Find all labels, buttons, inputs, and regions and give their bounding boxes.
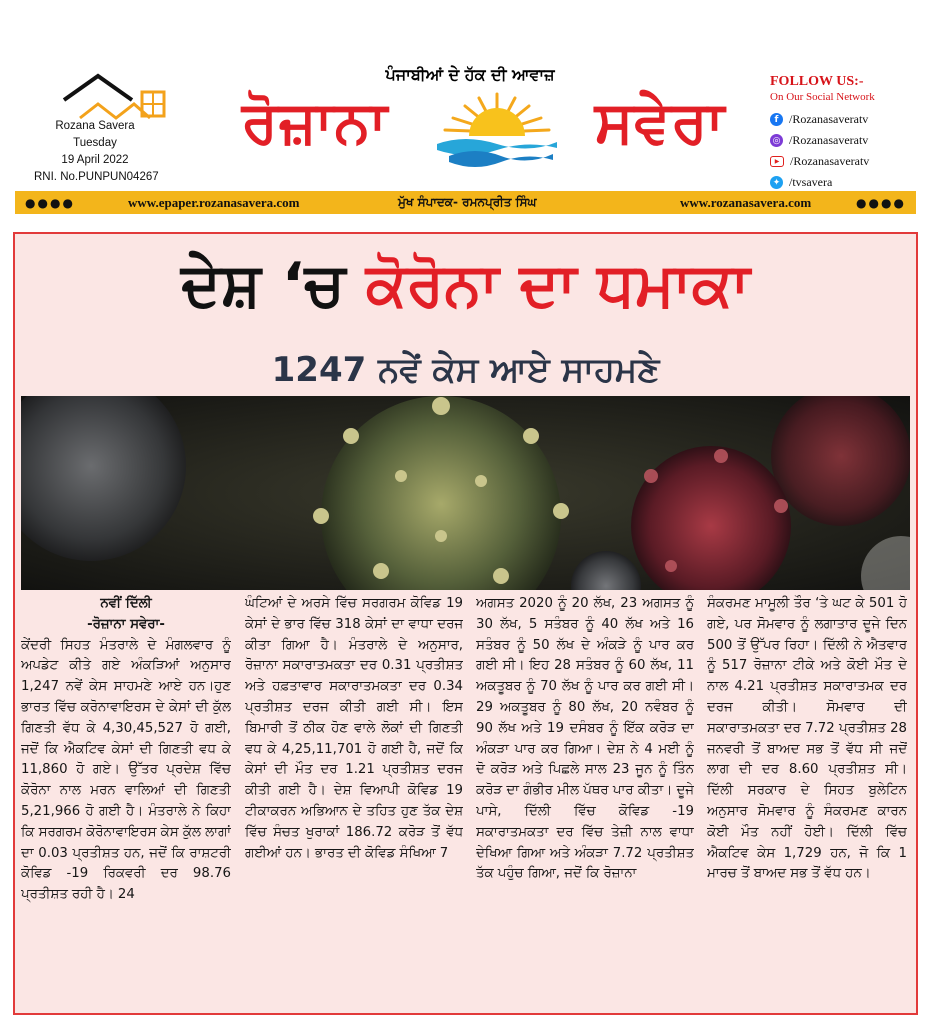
coronavirus-image: [21, 396, 910, 590]
info-bar: [15, 191, 916, 214]
sun-logo-icon: [435, 88, 560, 168]
article-column-1: [21, 594, 231, 1012]
column-2-text: ਘੰਟਿਆਂ ਦੇ ਅਰਸੇ ਵਿੱਚ ਸਰਗਰਮ ਕੋਵਿਡ 19 ਕੇਸਾਂ ਦੇ ਭਾਰ ਵਿੱਚ 318 ਕੇਸਾਂ ਦਾ ਵਾਧਾ ਦਰਜ ਕੀਤਾ ਗਿਆ ਹੈ। ਮੰਤਰਾਲੇ ਦੇ ਅਨੁਸਾਰ, ਰੋਜ਼ਾਨਾ ਸਕਾਰਾਤਮਕਤਾ ਦਰ 0.31 ਪ੍ਰਤੀਸ਼ਤ ਅਤੇ ਹਫ਼ਤਾਵਾਰ ਸਕਾਰਾਤਮਕਤਾ ਦਰ 0.34 ਪ੍ਰਤੀਸ਼ਤ ਦਰਜ ਕੀਤੀ ਗਈ ਸੀ। ਇਸ ਬਿਮਾਰੀ ਤੋਂ ਠੀਕ ਹੋਣ ਵਾਲੇ ਲੋਕਾਂ ਦੀ ਗਿਣਤੀ ਵਧ ਕੇ 4,25,11,701 ਹੋ ਗਈ ਹੈ, ਜਦੋਂ ਕਿ ਕੇਸਾਂ ਦੀ ਮੌਤ ਦਰ 1.21 ਪ੍ਰਤੀਸ਼ਤ ਦਰਜ ਕੀਤੀ ਗਈ ਹੈ। ਦੇਸ਼ ਵਿਆਪੀ ਕੋਵਿਡ 19 ਟੀਕਾਕਰਨ ਅਭਿਆਨ ਦੇ ਤਹਿਤ ਹੁਣ ਤੱਕ ਦੇਸ਼ ਵਿੱਚ ਸੰਚਤ ਖੁਰਾਕਾਂ 186.72 ਕਰੋੜ ਤੋਂ ਵੱਧ ਗਈਆਂ ਹਨ। ਭਾਰਤ ਦੀ ਕੋਵਿਡ ਸੰਖਿਆ 7: [245, 596, 463, 861]
social-instagram[interactable]: [770, 130, 920, 151]
headline-part-black: ਦੇਸ਼ ‘ਚ: [181, 250, 345, 320]
headline-part-red: ਕੋਰੋਨਾ ਦਾ ਧਮਾਕਾ: [365, 250, 750, 320]
masthead: [0, 0, 930, 190]
article-column-3: [476, 594, 694, 1012]
subheadline: 1247 ਨਵੇਂ ਕੇਸ ਆਏ ਸਾਹਮਣੇ: [271, 350, 660, 390]
column-1-text: ਕੇਂਦਰੀ ਸਿਹਤ ਮੰਤਰਾਲੇ ਦੇ ਮੰਗਲਵਾਰ ਨੂੰ ਅਪਡੇਟ ਕੀਤੇ ਗਏ ਅੰਕੜਿਆਂ ਅਨੁਸਾਰ 1,247 ਨਵੇਂ ਕੇਸ ਸਾਹਮਣੇ ਆਏ ਹਨ।ਹੁਣ ਭਾਰਤ ਵਿੱਚ ਕਰੋਨਾਵਾਇਰਸ ਦੇ ਕੇਸਾਂ ਦੀ ਕੁੱਲ ਗਿਣਤੀ ਵੱਧ ਕੇ 4,30,45,527 ਹੋ ਗਈ, ਜਦੋਂ ਕਿ ਐਕਟਿਵ ਕੇਸਾਂ ਦੀ ਗਿਣਤੀ ਵਧ ਕੇ 11,860 ਹੋ ਗਏ। ਉੱਤਰ ਪ੍ਰਦੇਸ਼ ਵਿੱਚ ਕੋਰੋਨਾ ਨਾਲ ਮਰਨ ਵਾਲਿਆਂ ਦੀ ਗਿਣਤੀ 5,21,966 ਹੋ ਗਈ ਹੈ। ਮੰਤਰਾਲੇ ਨੇ ਕਿਹਾ ਕਿ ਸਰਗਰਮ ਕੋਰੋਨਾਵਾਇਰਸ ਕੇਸ ਕੁੱਲ ਲਾਗਾਂ ਦਾ 0.03 ਪ੍ਰਤੀਸ਼ਤ ਹਨ, ਜਦੋਂ ਕਿ ਰਾਸ਼ਟਰੀ ਕੋਵਿਡ -19 ਰਿਕਵਰੀ ਦਰ 98.76 ਪ੍ਰਤੀਸ਼ਤ ਰਹੀ ਹੈ। 24: [21, 637, 231, 903]
house-logo-icon: [60, 70, 170, 122]
website-link[interactable]: www.rozanasavera.com: [680, 194, 812, 210]
column-3-text: ਅਗਸਤ 2020 ਨੂੰ 20 ਲੱਖ, 23 ਅਗਸਤ ਨੂੰ 30 ਲੱਖ, 5 ਸਤੰਬਰ ਨੂੰ 40 ਲੱਖ ਅਤੇ 16 ਸਤੰਬਰ ਨੂੰ 50 ਲੱਖ ਦੇ ਅੰਕੜੇ ਨੂੰ ਪਾਰ ਕਰ ਗਈ ਸੀ। ਇਹ 28 ਸਤੰਬਰ ਨੂੰ 60 ਲੱਖ, 11 ਅਕਤੂਬਰ ਨੂੰ 70 ਲੱਖ ਨੂੰ ਪਾਰ ਕਰ ਗਈ ਸੀ। 29 ਅਕਤੂਬਰ ਨੂੰ 80 ਲੱਖ, 20 ਨਵੰਬਰ ਨੂੰ 90 ਲੱਖ ਅਤੇ 19 ਦਸੰਬਰ ਨੂੰ ਇੱਕ ਕਰੋੜ ਦਾ ਅੰਕੜਾ ਪਾਰ ਕਰ ਗਿਆ। ਦੇਸ਼ ਨੇ 4 ਮਈ ਨੂੰ ਦੋ ਕਰੋੜ ਅਤੇ ਪਿਛਲੇ ਸਾਲ 23 ਜੂਨ ਨੂੰ ਤਿੰਨ ਕਰੋੜ ਦਾ ਗੰਭੀਰ ਮੀਲ ਪੱਥਰ ਪਾਰ ਕੀਤਾ। ਦੂਜੇ ਪਾਸੇ, ਦਿੱਲੀ ਵਿੱਚ ਕੋਵਿਡ -19 ਸਕਾਰਾਤਮਕਤਾ ਦਰ ਵਿੱਚ ਤੇਜ਼ੀ ਨਾਲ ਵਾਧਾ ਦੇਖਿਆ ਗਿਆ ਅਤੇ ਅੰਕੜਾ 7.72 ਪ੍ਰਤੀਸ਼ਤ ਤੱਕ ਪਹੁੰਚ ਗਿਆ, ਜਦੋਂ ਕਿ ਰੋਜ਼ਾਨਾ: [476, 596, 694, 882]
social-youtube[interactable]: [770, 151, 920, 172]
news-article: [13, 232, 918, 1015]
slogan: ਪੰਜਾਬੀਆਂ ਦੇ ਹੱਕ ਦੀ ਆਵਾਜ਼: [385, 65, 555, 84]
youtube-handle: /Rozanasaveratv: [790, 154, 870, 168]
instagram-icon: ◎: [770, 134, 783, 147]
issue-date: 19 April 2022: [61, 154, 129, 166]
follow-subtitle: On Our Social Network: [770, 91, 875, 103]
brand-small: Rozana Savera: [55, 120, 135, 132]
facebook-icon: f: [770, 113, 783, 126]
bar-dots-left: ●●●●: [25, 195, 75, 210]
article-column-2: [245, 594, 463, 1012]
follow-title: FOLLOW US:-: [770, 74, 864, 89]
dateline-source: -ਰੋਜ਼ਾਨਾ ਸਵੇਰਾ-: [87, 616, 165, 632]
masthead-info: [20, 118, 170, 186]
column-4-text: ਸੰਕਰਮਣ ਮਾਮੂਲੀ ਤੌਰ ‘ਤੇ ਘਟ ਕੇ 501 ਹੋ ਗਏ, ਪਰ ਸੋਮਵਾਰ ਨੂੰ ਲਗਾਤਾਰ ਦੂਜੇ ਦਿਨ 500 ਤੋਂ ਉੱਪਰ ਰਿਹਾ। ਦਿੱਲੀ ਨੇ ਐਤਵਾਰ ਨੂੰ 517 ਰੋਜ਼ਾਨਾ ਟੀਕੇ ਅਤੇ ਕੋਈ ਮੌਤ ਦੇ ਨਾਲ 4.21 ਪ੍ਰਤੀਸ਼ਤ ਸਕਾਰਾਤਮਕ ਦਰ ਦਰਜ ਕੀਤੀ। ਸੋਮਵਾਰ ਦੀ ਸਕਾਰਾਤਮਕਤਾ ਦਰ 7.72 ਪ੍ਰਤੀਸ਼ਤ 28 ਜਨਵਰੀ ਤੋਂ ਬਾਅਦ ਸਭ ਤੋਂ ਵੱਧ ਸੀ ਜਦੋਂ ਲਾਗ ਦੀ ਦਰ 8.60 ਪ੍ਰਤੀਸ਼ਤ ਸੀ। ਦਿੱਲੀ ਸਰਕਾਰ ਦੇ ਸਿਹਤ ਬੁਲੇਟਿਨ ਅਨੁਸਾਰ ਸੋਮਵਾਰ ਨੂੰ ਸੰਕਰਮਣ ਕਾਰਨ ਕੋਈ ਮੌਤ ਨਹੀਂ ਹੋਈ। ਦਿੱਲੀ ਵਿੱਚ ਐਕਟਿਵ ਕੇਸ 1,729 ਹਨ, ਜੋ ਕਿ 1 ਮਾਰਚ ਤੋਂ ਬਾਅਦ ਸਭ ਤੋਂ ਵੱਧ ਹਨ।: [707, 596, 907, 882]
rni-number: RNI. No.PUNPUN04267: [34, 171, 159, 183]
twitter-icon: ✦: [770, 176, 783, 189]
social-twitter[interactable]: [770, 172, 920, 193]
article-column-4: [707, 594, 907, 1012]
masthead-title-left: ਰੋਜ਼ਾਨਾ: [241, 88, 389, 156]
twitter-handle: /tvsavera: [789, 175, 833, 189]
masthead-title-right: ਸਵੇਰਾ: [594, 88, 726, 156]
headline: [15, 246, 916, 324]
social-follow: [770, 74, 920, 193]
epaper-link[interactable]: www.epaper.rozanasavera.com: [128, 194, 300, 210]
social-facebook[interactable]: [770, 109, 920, 130]
chief-editor: ਮੁੱਖ ਸੰਪਾਦਕ- ਰਮਨਪ੍ਰੀਤ ਸਿੰਘ: [398, 195, 537, 209]
instagram-handle: /Rozanasaveratv: [789, 133, 869, 147]
bar-dots-right: ●●●●: [856, 195, 906, 210]
coronavirus-photo: [21, 396, 910, 590]
article-body: [21, 594, 910, 1012]
issue-day: Tuesday: [73, 137, 117, 149]
facebook-handle: /Rozanasaveratv: [789, 112, 869, 126]
youtube-icon: ▶: [770, 156, 784, 167]
dateline-place: ਨਵੀਂ ਦਿੱਲੀ: [100, 596, 152, 611]
